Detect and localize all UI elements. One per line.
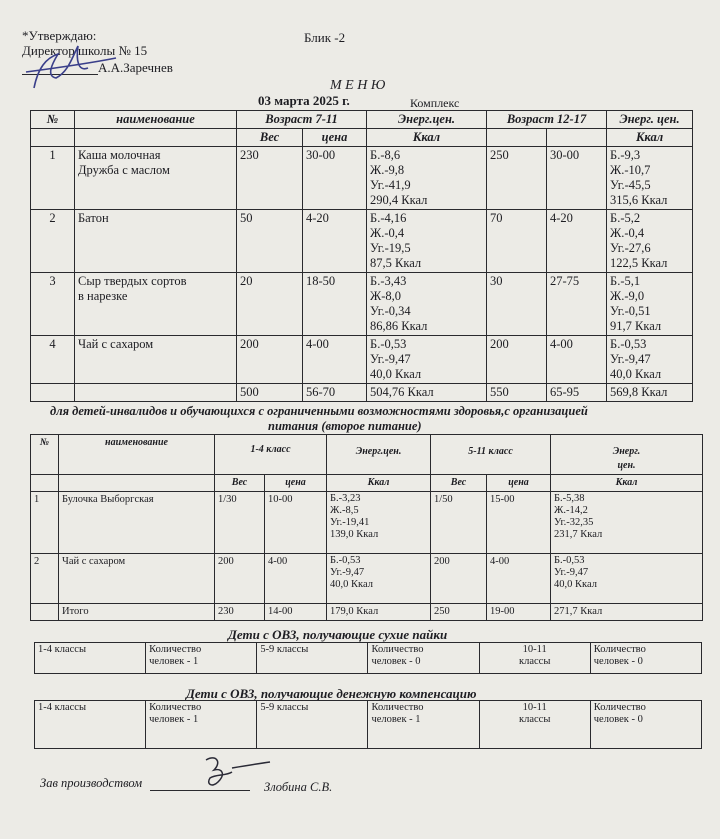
- col-header-class1: 1-4 класс: [215, 435, 327, 475]
- row-no: 2: [31, 210, 75, 273]
- total-energy1: 504,76 Ккал: [367, 384, 487, 402]
- cash-cell-count-10-11: Количество человек - 0: [590, 701, 701, 749]
- footer-name: Злобина С.В.: [264, 780, 333, 794]
- col-header-kcal2: Ккал: [607, 129, 693, 147]
- col-header-age1: Возраст 7-11: [237, 111, 367, 129]
- footer-label: Зав производством: [40, 776, 143, 790]
- dry-rations-title: Дети с ОВЗ, получающие сухие пайки: [228, 627, 448, 642]
- cash-cell-count-5-9: Количество человек - 1: [368, 701, 479, 749]
- col-header-no: №: [31, 111, 75, 129]
- row-weight2: 200: [431, 554, 487, 604]
- cash-cell-class-10-11: 10-11 классы: [479, 701, 590, 749]
- table-subheader-row: [31, 475, 703, 492]
- row-energy1: Б.-0,53 Уг.-9,47 40,0 Ккал: [327, 554, 431, 604]
- dry-cell-count-5-9: Количество человек - 0: [368, 643, 479, 674]
- row-price2: 4-20: [547, 210, 607, 273]
- total-price1: 14-00: [265, 604, 327, 621]
- section2-title-line1: для детей-инвалидов и обучающихся с ограниченными возможностями здоровья,с организацией: [50, 404, 588, 418]
- row-price1: 4-20: [303, 210, 367, 273]
- row-name: Чай с сахаром: [75, 336, 237, 384]
- row-weight1: 20: [237, 273, 303, 336]
- col-header-weight2: Вес: [431, 475, 487, 492]
- col-header-class2: 5-11 класс: [431, 435, 551, 475]
- row-energy2: Б.-0,53 Уг.-9,47 40,0 Ккал: [551, 554, 703, 604]
- row-price2: 30-00: [547, 147, 607, 210]
- dry-rations-table: [34, 642, 702, 674]
- row-energy1: Б.-0,53 Уг.-9,47 40,0 Ккал: [367, 336, 487, 384]
- row-name: Чай с сахаром: [59, 554, 215, 604]
- menu-title: М Е Н Ю: [330, 78, 386, 93]
- table-row: [31, 336, 693, 384]
- col-header-price1: цена: [303, 129, 367, 147]
- director-title: Директор школы № 15: [22, 43, 148, 58]
- row-energy2: Б.-5,2 Ж.-0,4 Уг.-27,6 122,5 Ккал: [607, 210, 693, 273]
- dry-cell-count-1-4: Количество человек - 1: [146, 643, 257, 674]
- table-row: [31, 147, 693, 210]
- col-header-weight1: Вес: [215, 475, 265, 492]
- total-weight2: 250: [431, 604, 487, 621]
- row-weight2: 30: [487, 273, 547, 336]
- table-row: [31, 492, 703, 554]
- row-price1: 4-00: [303, 336, 367, 384]
- row-weight1: 1/30: [215, 492, 265, 554]
- row-weight1: 230: [237, 147, 303, 210]
- director-name: А.А.Заречнев: [98, 60, 173, 75]
- row-name: Батон: [75, 210, 237, 273]
- dry-cell-count-10-11: Количество человек - 0: [590, 643, 701, 674]
- blank-number: Блик -2: [304, 30, 346, 45]
- row-price2: 27-75: [547, 273, 607, 336]
- col-header-name: наименование: [59, 435, 215, 475]
- row-weight1: 200: [215, 554, 265, 604]
- table-row: [31, 554, 703, 604]
- total-price2: 65-95: [547, 384, 607, 402]
- total-label: Итого: [59, 604, 215, 621]
- cash-cell-count-1-4: Количество человек - 1: [146, 701, 257, 749]
- row-price2: 4-00: [547, 336, 607, 384]
- row-no: 2: [31, 554, 59, 604]
- total-energy2: 569,8 Ккал: [607, 384, 693, 402]
- table-total-row: [31, 604, 703, 621]
- col-header-weight1: Вес: [237, 129, 303, 147]
- table-row: [35, 643, 702, 674]
- row-no: 3: [31, 273, 75, 336]
- col-header-energy1: Энерг.цен.: [367, 111, 487, 129]
- row-name: Каша молочная Дружба с маслом: [75, 147, 237, 210]
- row-energy2: Б.-9,3 Ж.-10,7 Уг.-45,5 315,6 Ккал: [607, 147, 693, 210]
- table-subheader-row: [31, 129, 693, 147]
- col-header-energy1: Энерг.цен.: [327, 435, 431, 475]
- total-price2: 19-00: [487, 604, 551, 621]
- row-energy2: Б.-0,53 Уг.-9,47 40,0 Ккал: [607, 336, 693, 384]
- row-energy2: Б.-5,38 Ж.-14,2 Уг.-32,35 231,7 Ккал: [551, 492, 703, 554]
- total-energy1: 179,0 Ккал: [327, 604, 431, 621]
- total-price1: 56-70: [303, 384, 367, 402]
- row-energy1: Б.-3,23 Ж.-8,5 Уг.-19,41 139,0 Ккал: [327, 492, 431, 554]
- row-no: 1: [31, 147, 75, 210]
- row-price2: 15-00: [487, 492, 551, 554]
- row-energy1: Б.-8,6 Ж.-9,8 Уг.-41,9 290,4 Ккал: [367, 147, 487, 210]
- table-header-row: [31, 111, 693, 129]
- row-energy1: Б.-4,16 Ж.-0,4 Уг.-19,5 87,5 Ккал: [367, 210, 487, 273]
- col-header-kcal1: Ккал: [327, 475, 431, 492]
- col-header-price1: цена: [265, 475, 327, 492]
- col-header-no: №: [31, 435, 59, 475]
- row-price1: 4-00: [265, 554, 327, 604]
- row-name: Сыр твердых сортов в нарезке: [75, 273, 237, 336]
- table-row: [31, 210, 693, 273]
- row-energy1: Б.-3,43 Ж-8,0 Уг.-0,34 86,86 Ккал: [367, 273, 487, 336]
- row-no: 4: [31, 336, 75, 384]
- dry-cell-class-10-11: 10-11 классы: [479, 643, 590, 674]
- director-signature-icon: [16, 28, 126, 98]
- total-weight1: 230: [215, 604, 265, 621]
- row-weight1: 50: [237, 210, 303, 273]
- dry-cell-class-1-4: 1-4 классы: [35, 643, 146, 674]
- table-row: [35, 701, 702, 749]
- row-weight1: 200: [237, 336, 303, 384]
- table-header-row: [31, 435, 703, 475]
- section2-title-line2: питания (второе питание): [268, 419, 422, 433]
- main-menu-table: [30, 110, 693, 402]
- row-price1: 10-00: [265, 492, 327, 554]
- table-row: [31, 273, 693, 336]
- approve-label: *Утверждаю:: [22, 28, 97, 43]
- table-total-row: [31, 384, 693, 402]
- row-price1: 18-50: [303, 273, 367, 336]
- col-header-name: наименование: [75, 111, 237, 129]
- cash-compensation-title: Дети с ОВЗ, получающие денежную компенсацию: [186, 686, 477, 701]
- menu-kind: Комплекс: [410, 96, 460, 110]
- row-price2: 4-00: [487, 554, 551, 604]
- total-energy2: 271,7 Ккал: [551, 604, 703, 621]
- dry-cell-class-5-9: 5-9 классы: [257, 643, 368, 674]
- row-no: 1: [31, 492, 59, 554]
- col-header-price2: цена: [487, 475, 551, 492]
- menu-date: 03 марта 2025 г.: [258, 93, 350, 108]
- cash-compensation-table: [34, 700, 702, 749]
- cash-cell-class-5-9: 5-9 классы: [257, 701, 368, 749]
- col-header-kcal1: Ккал: [367, 129, 487, 147]
- ovz-menu-table: [30, 434, 703, 621]
- row-name: Булочка Выборгская: [59, 492, 215, 554]
- row-price1: 30-00: [303, 147, 367, 210]
- row-weight2: 250: [487, 147, 547, 210]
- col-header-energy2: Энерг. цен.: [607, 111, 693, 129]
- row-weight2: 1/50: [431, 492, 487, 554]
- col-header-energy2: Энерг. цен.: [551, 435, 703, 475]
- row-energy2: Б.-5,1 Ж.-9,0 Уг.-0,51 91,7 Ккал: [607, 273, 693, 336]
- col-header-kcal2: Ккал: [551, 475, 703, 492]
- row-weight2: 70: [487, 210, 547, 273]
- cash-cell-class-1-4: 1-4 классы: [35, 701, 146, 749]
- total-weight1: 500: [237, 384, 303, 402]
- total-weight2: 550: [487, 384, 547, 402]
- col-header-age2: Возраст 12-17: [487, 111, 607, 129]
- row-weight2: 200: [487, 336, 547, 384]
